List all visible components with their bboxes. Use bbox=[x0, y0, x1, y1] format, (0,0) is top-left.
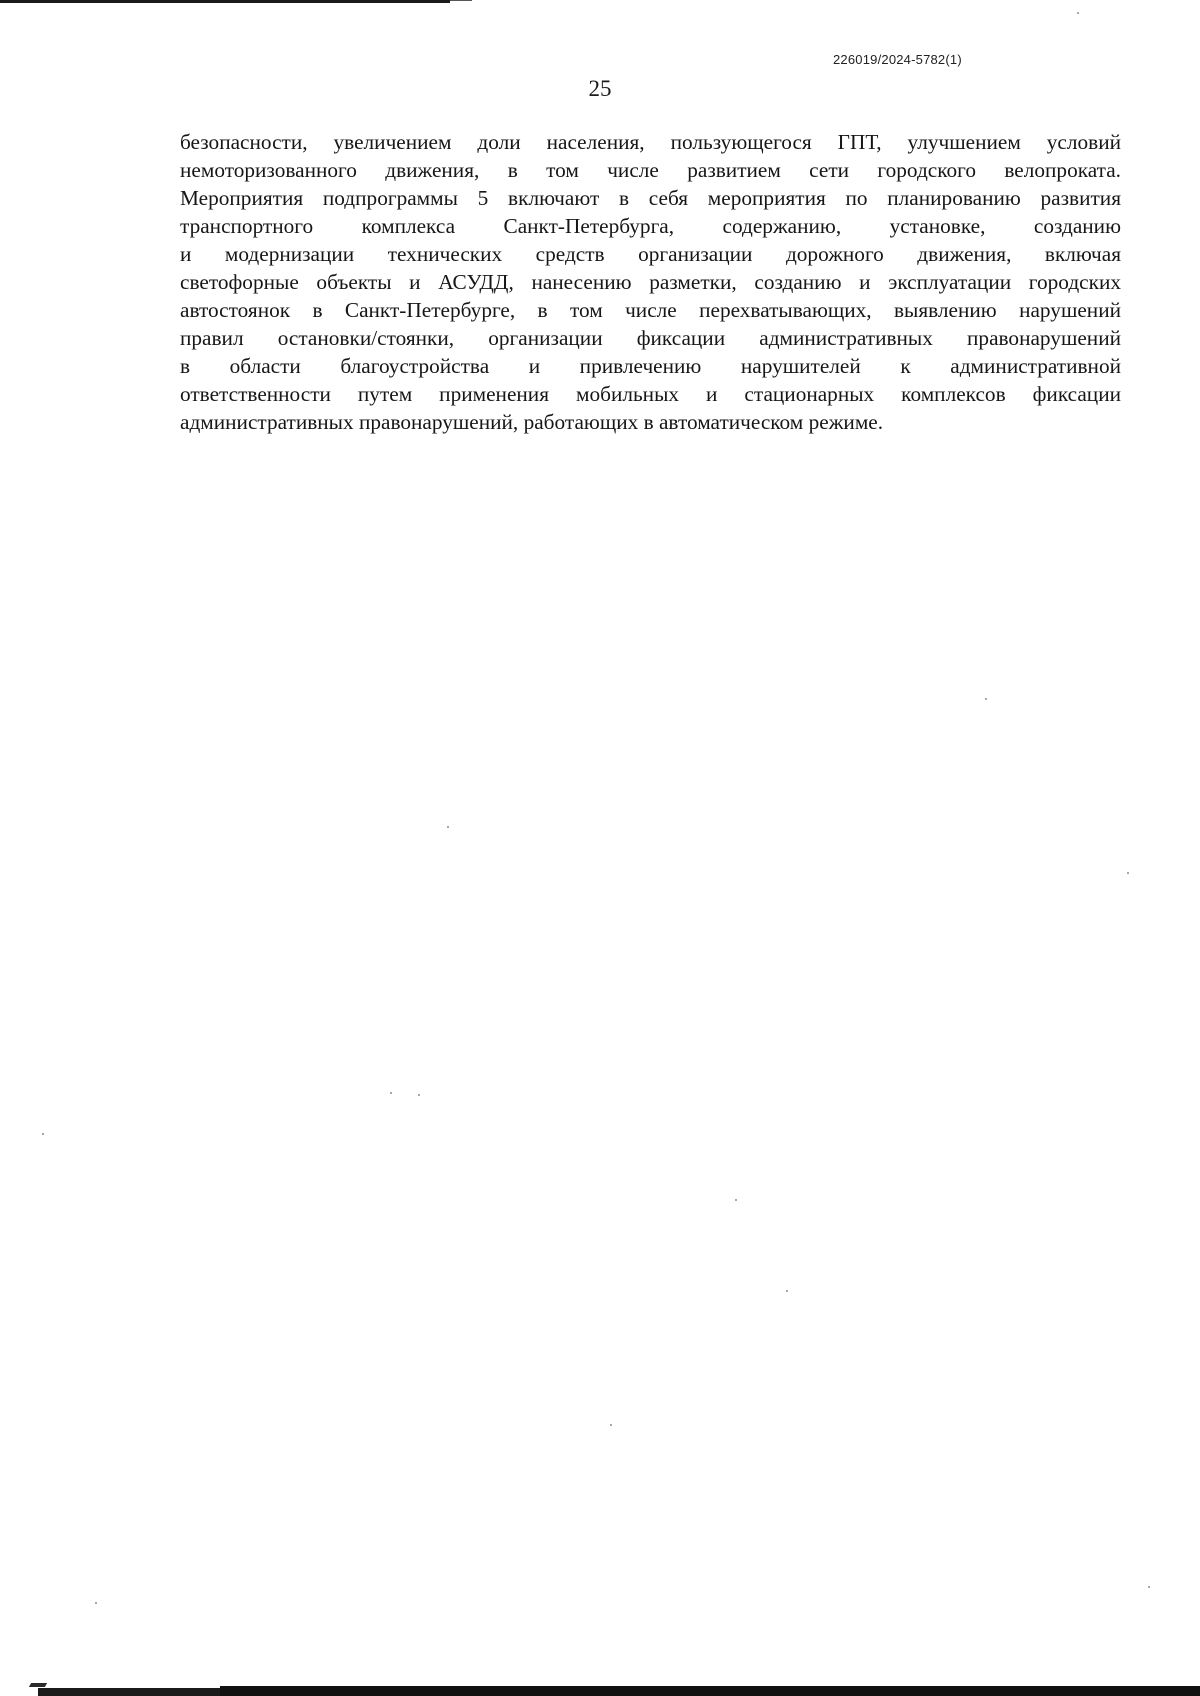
scan-speck bbox=[95, 1602, 97, 1604]
page-number: 25 bbox=[588, 76, 612, 101]
scan-top-edge-thin bbox=[450, 0, 472, 1]
paragraph-line: автостоянок в Санкт-Петербурге, в том числе перехватывающих, выявлению нарушений bbox=[180, 298, 1121, 322]
scan-bottom-edge-left bbox=[38, 1688, 223, 1696]
scan-top-edge bbox=[0, 0, 450, 3]
scan-speck bbox=[42, 1133, 44, 1135]
paragraph-line: и модернизации технических средств организации дорожного движения, включая bbox=[180, 242, 1121, 266]
scan-speck bbox=[1148, 1586, 1150, 1588]
paragraph-line: светофорные объекты и АСУДД, нанесению разметки, созданию и эксплуатации городских bbox=[180, 270, 1121, 294]
scan-speck bbox=[985, 698, 987, 700]
paragraph-line: в области благоустройства и привлечению нарушителей к административной bbox=[180, 354, 1121, 378]
scan-speck bbox=[1077, 12, 1079, 14]
body-paragraph bbox=[180, 128, 1121, 436]
paragraph-line: ответственности путем применения мобильных и стационарных комплексов фиксации bbox=[180, 382, 1121, 406]
document-reference-number: 226019/2024-5782(1) bbox=[833, 52, 962, 67]
paragraph-line: Мероприятия подпрограммы 5 включают в себя мероприятия по планированию развития bbox=[180, 186, 1121, 210]
scan-speck bbox=[418, 1094, 420, 1096]
paragraph-line: транспортного комплекса Санкт-Петербурга, содержанию, установке, созданию bbox=[180, 214, 1121, 238]
scan-speck bbox=[1127, 872, 1129, 874]
paragraph-line: безопасности, увеличением доли населения, пользующегося ГПТ, улучшением условий bbox=[180, 130, 1121, 154]
paragraph-line: правил остановки/стоянки, организации фиксации административных правонарушений bbox=[180, 326, 1121, 350]
scan-speck bbox=[735, 1199, 737, 1201]
scan-speck bbox=[610, 1424, 612, 1426]
paragraph-line: немоторизованного движения, в том числе развитием сети городского велопроката. bbox=[180, 158, 1121, 182]
scan-speck bbox=[390, 1092, 392, 1094]
scan-speck bbox=[786, 1290, 788, 1292]
scan-bottom-edge-mark bbox=[29, 1683, 47, 1687]
scan-speck bbox=[447, 826, 449, 828]
scan-bottom-edge bbox=[220, 1686, 1200, 1696]
paragraph-line: административных правонарушений, работающих в автоматическом режиме. bbox=[180, 410, 884, 434]
